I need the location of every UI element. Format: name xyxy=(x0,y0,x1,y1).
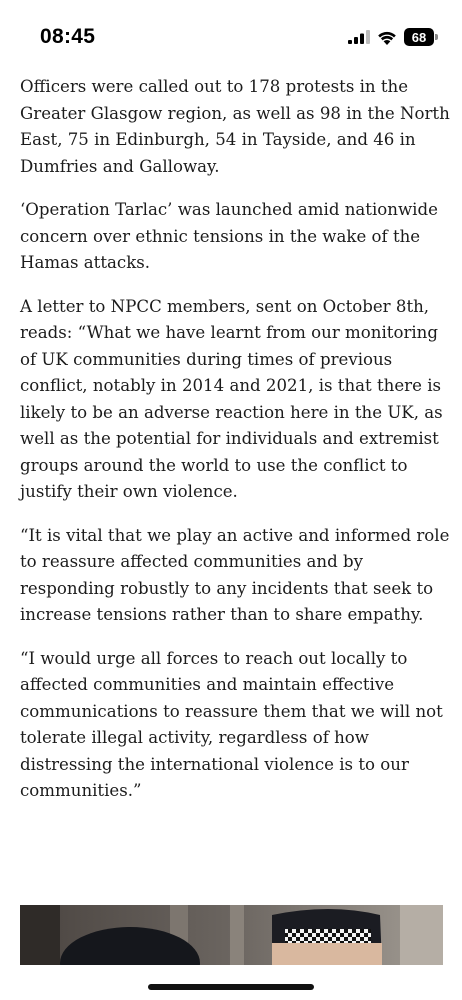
status-bar xyxy=(0,0,462,66)
article-body xyxy=(20,74,450,822)
home-indicator[interactable] xyxy=(148,984,314,990)
article-image[interactable] xyxy=(20,905,443,965)
signal-icon xyxy=(348,30,370,44)
article-paragraph: Officers were called out to 178 protests in the Greater Glasgow region, as well as 98 in the North East, 75 in Edinburgh, 54 in Tayside, and 46 in Dumfries and Galloway. xyxy=(20,77,450,176)
wifi-icon xyxy=(377,30,397,45)
article-paragraph: “I would urge all forces to reach out locally to affected communities and maintain effective communications to reassure them that we will not tolerate illegal activity, regardless of how distressing the international violence is to our communities.” xyxy=(20,648,443,800)
article-paragraph: “It is vital that we play an active and informed role to reassure affected communities and by responding robustly to any incidents that seek to increase tensions rather than to share empathy. xyxy=(20,525,450,624)
battery-level: 68 xyxy=(411,29,427,45)
article-paragraph: A letter to NPCC members, sent on October 8th, reads: “What we have learnt from our monitoring of UK communities during times of previous conflict, notably in 2014 and 2021, is that there is likely to be an adverse reaction here in the UK, as well as the potential for individuals and extremist groups around the world to use the conflict to justify their own violence. xyxy=(20,296,443,501)
article-paragraph: ‘Operation Tarlac’ was launched amid nationwide concern over ethnic tensions in the wake of the Hamas attacks. xyxy=(20,200,438,272)
status-icons xyxy=(348,27,438,47)
status-time: 08:45 xyxy=(40,25,96,48)
police-officers-photo xyxy=(20,905,443,965)
battery-icon xyxy=(404,28,438,46)
